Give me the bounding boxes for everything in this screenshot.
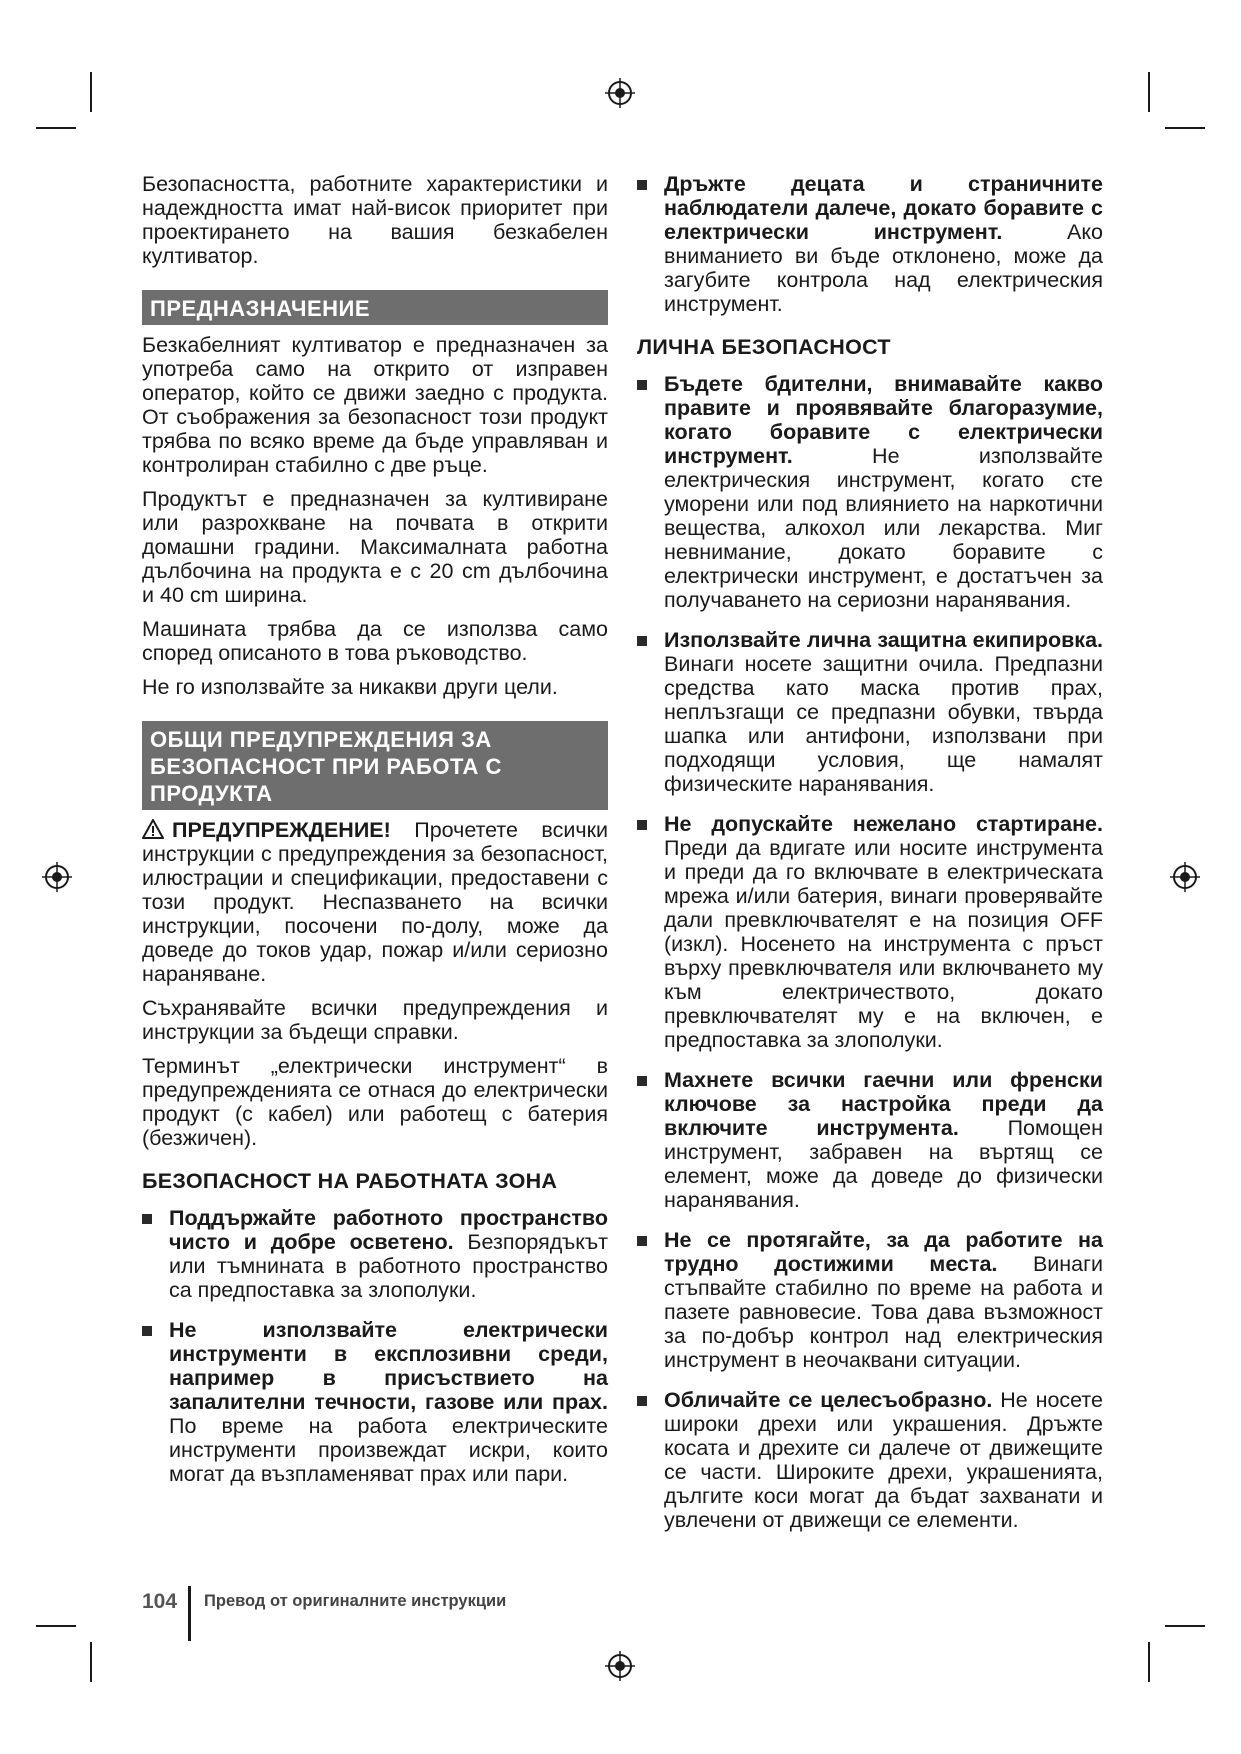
registration-mark-icon <box>42 862 72 892</box>
bullet-square-icon <box>637 380 647 390</box>
bullet-bold-text: Дръжте децата и страничните наблюдатели далече, докато боравите с електрически инструмент. <box>664 172 1103 244</box>
warning-triangle-icon <box>142 819 164 839</box>
bullet-bold-text: Не допускайте нежелано стартиране. <box>664 812 1103 836</box>
bullet-bold-text: Поддържайте работното пространство чисто и добре осветено. <box>169 1206 608 1254</box>
crop-mark <box>1148 1642 1150 1682</box>
bullet-text: По време на работа електрическите инструменти произвеждат искри, които могат да възпламеняват прах или пари. <box>169 1414 608 1486</box>
purpose-paragraph: Продуктът е предназначен за култивиране или разрохкване на почвата в открити домашни градини. Максималната работна дълбочина на продукта е с 20 cm дълбочина и 40 cm ширина. <box>142 487 608 607</box>
list-item <box>637 812 1103 1052</box>
bullet-square-icon <box>637 820 647 830</box>
bullet-text: Ако вниманието ви бъде отклонено, може да загубите контрола над електрическия инструмент. <box>664 220 1103 316</box>
list-item <box>637 172 1103 316</box>
registration-mark-icon <box>605 78 635 108</box>
crop-mark <box>36 1625 76 1627</box>
bullet-text: Преди да вдигате или носите инструмента и преди да го включвате в електрическата мрежа и/или батерия, винаги проверявайте дали превключвателят е на позиция OFF (изкл). Носенето на инструмента с пръст върху превключвателя или включването му към електричеството, докато превключвателят му е на включен, е предпоставка за злополуки. <box>664 836 1103 1052</box>
subheading-personal-safety: ЛИЧНА БЕЗОПАСНОСТ <box>637 335 891 359</box>
bullet-text: Не носете широки дрехи или украшения. Дръжте косата и дрехите си далече от движещите се части. Широките дрехи, украшенията, дългите коси могат да бъдат захванати и увлечени от движещи се елементи. <box>664 1388 1103 1532</box>
registration-mark-icon <box>1170 862 1200 892</box>
list-item <box>637 1068 1103 1212</box>
crop-mark <box>1148 72 1150 112</box>
bullet-square-icon <box>637 1076 647 1086</box>
bullet-text: Помощен инструмент, забравен на въртящ се елемент, може да доведе до физически наранявания. <box>664 1116 1103 1212</box>
list-item <box>637 1228 1103 1372</box>
page-number: 104 <box>142 1590 178 1613</box>
section-title-purpose: ПРЕДНАЗНАЧЕНИЕ <box>142 290 608 325</box>
subheading-work-area: БЕЗОПАСНОСТ НА РАБОТНАТА ЗОНА <box>142 1169 558 1193</box>
warning-label: ПРЕДУПРЕЖДЕНИЕ! <box>172 818 391 842</box>
right-column <box>637 172 1103 1548</box>
bullet-bold-text: Не използвайте електрически инструменти в експлозивни среди, например в присъствието на запалителни течности, газове или прах. <box>169 1318 608 1414</box>
crop-mark <box>36 127 76 129</box>
intro-paragraph: Безопасността, работните характеристики и надеждността имат най-висок приоритет при проектирането на вашия безкабелен култиватор. <box>142 172 608 268</box>
bullet-bold-text: Не се протягайте, за да работите на трудно достижими места. <box>664 1228 1103 1276</box>
purpose-paragraph: Не го използвайте за никакви други цели. <box>142 675 558 699</box>
bullet-square-icon <box>142 1214 152 1224</box>
bullet-text: Винаги стъпвайте стабилно по време на работа и пазете равновесие. Това дава възможност за по-добър контрол над електрическия инструмент в неочаквани ситуации. <box>664 1252 1103 1372</box>
list-item <box>637 1388 1103 1532</box>
bullet-text: Винаги носете защитни очила. Предпазни средства като маска против прах, неплъзгащи се предпазни обувки, твърда шапка или антифони, използвани при подходящи условия, ще намалят физическите наранявания. <box>664 652 1103 796</box>
bullet-square-icon <box>637 1396 647 1406</box>
warning-paragraph <box>142 818 608 986</box>
bullet-bold-text: Бъдете бдителни, внимавайте какво правите и проявявайте благоразумие, когато боравите с електрически инструмент. <box>664 372 1103 468</box>
footer-text: Превод от оригиналните инструкции <box>204 1592 507 1610</box>
purpose-paragraph: Безкабелният култиватор е предназначен за употреба само на открито от изправен оператор, който се движи заедно с продукта. От съображения за безопасност този продукт трябва по всяко време да бъде управляван и контролиран стабилно с две ръце. <box>142 333 608 477</box>
list-item <box>637 372 1103 612</box>
footer-divider <box>188 1586 191 1641</box>
crop-mark <box>90 1642 92 1682</box>
left-column <box>142 172 608 1502</box>
bullet-text: Безпорядъкът или тъмнината в работното пространство са предпоставка за злополуки. <box>169 1230 608 1302</box>
registration-mark-icon <box>605 1651 635 1681</box>
bullet-bold-text: Използвайте лична защитна екипировка. <box>664 628 1103 652</box>
list-item <box>142 1318 608 1486</box>
general-paragraph: Терминът „електрически инструмент“ в предупрежденията се отнася до електрически продукт (с кабел) или работещ с батерия (безжичен). <box>142 1054 608 1150</box>
section-title-general-warnings: ОБЩИ ПРЕДУПРЕЖДЕНИЯ ЗА БЕЗОПАСНОСТ ПРИ РАБОТА С ПРОДУКТА <box>142 721 608 810</box>
crop-mark <box>1165 127 1205 129</box>
bullet-square-icon <box>637 636 647 646</box>
bullet-text: Не използвайте електрическия инструмент, когато сте уморени или под влиянието на наркотични вещества, алкохол или лекарства. Миг невнимание, докато боравите с електрически инструмент, е достатъчен за получаването на сериозни наранявания. <box>664 444 1103 612</box>
bullet-bold-text: Обличайте се целесъобразно. <box>664 1388 993 1412</box>
bullet-square-icon <box>142 1326 152 1336</box>
crop-mark <box>90 72 92 112</box>
bullet-square-icon <box>637 180 647 190</box>
bullet-square-icon <box>637 1236 647 1246</box>
crop-mark <box>1165 1625 1205 1627</box>
bullet-bold-text: Махнете всички гаечни или френски ключове за настройка преди да включите инструмента. <box>664 1068 1103 1140</box>
general-paragraph: Съхранявайте всички предупреждения и инструкции за бъдещи справки. <box>142 996 608 1044</box>
list-item <box>142 1206 608 1302</box>
purpose-paragraph: Машината трябва да се използва само според описаното в това ръководство. <box>142 617 608 665</box>
list-item <box>637 628 1103 796</box>
warning-text: Прочетете всички инструкции с предупреждения за безопасност, илюстрации и спецификации, предоставени с този продукт. Неспазването на всички инструкции, посочени по-долу, може да доведе до токов удар, пожар и/или сериозно нараняване. <box>142 818 608 986</box>
